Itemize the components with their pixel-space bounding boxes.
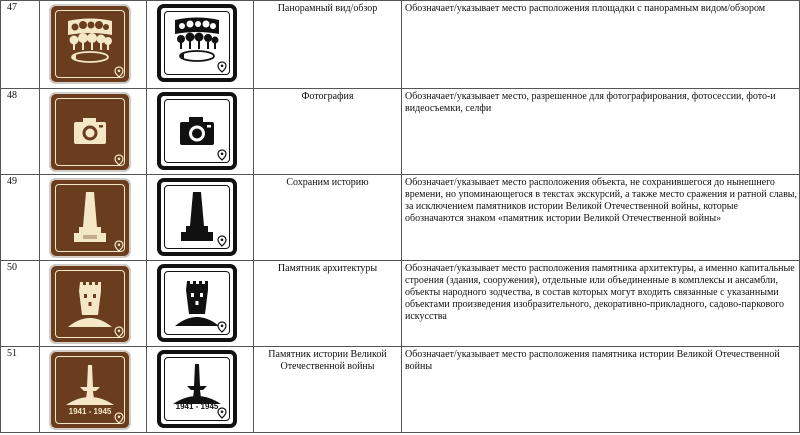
table-row [1,347,800,433]
tower-brown-sign [50,265,130,343]
sign-name: Фотография [254,89,402,175]
sign-description: Обозначает/указывает место, разрешенное для фотографирования, фотосессии, фото-и видеосъемки, селфи [402,89,800,175]
location-pin-icon [217,407,227,419]
table-row [1,1,800,89]
obelisk-brown-sign [50,179,130,257]
brown-sign-cell [40,175,147,261]
row-number: 47 [1,1,40,89]
bw-sign-cell [147,89,254,175]
panorama-brown-sign [50,5,130,83]
brown-sign-cell [40,1,147,89]
years-label: 1941 - 1945 [68,407,112,416]
sign-name: Панорамный вид/обзор [254,1,402,89]
war-memorial-brown-sign [50,351,130,429]
location-pin-icon [217,235,227,247]
sign-name: Памятник архитектуры [254,261,402,347]
camera-brown-sign [50,93,130,171]
sign-name: Сохраним историю [254,175,402,261]
row-number: 48 [1,89,40,175]
location-pin-icon [114,66,124,78]
location-pin-icon [114,154,124,166]
location-pin-icon [114,240,124,252]
camera-bw-sign [157,92,237,170]
location-pin-icon [217,321,227,333]
bw-sign-cell [147,175,254,261]
row-number: 51 [1,347,40,433]
bw-sign-cell [147,347,254,433]
bw-sign-cell [147,1,254,89]
tower-bw-sign [157,264,237,342]
brown-sign-cell [40,347,147,433]
war-memorial-bw-sign [157,350,237,428]
sign-description: Обозначает/указывает место расположения объекта, не сохранившегося до нынешнего времени, но упоминающегося в текстах экскурсий, а также место сражения и ратной славы, за исключением памятников истории Великой Отечественной войны, которые обозначаются знаком «памятник истории Великой Отечественной войны» [402,175,800,261]
brown-sign-cell [40,261,147,347]
location-pin-icon [114,412,124,424]
table-row [1,175,800,261]
location-pin-icon [114,326,124,338]
panorama-bw-sign [157,4,237,82]
location-pin-icon [217,149,227,161]
years-label: 1941 - 1945 [175,402,219,411]
location-pin-icon [217,61,227,73]
sign-description: Обозначает/указывает место расположения памятника архитектуры, а именно капитальные строения (здания, сооружения), отдельные или объединенные в комплексы и ансамбли, объекты народного зодчества, в состав которых могут входить связанные с указанными объектами произведения изобразительного, декоративно-прикладного, садово-паркового искусства [402,261,800,347]
row-number: 50 [1,261,40,347]
row-number: 49 [1,175,40,261]
brown-sign-cell [40,89,147,175]
sign-description: Обозначает/указывает место расположения памятника истории Великой Отечественной войны [402,347,800,433]
sign-name: Памятник истории Великой Отечественной войны [254,347,402,433]
bw-sign-cell [147,261,254,347]
table-row [1,261,800,347]
obelisk-bw-sign [157,178,237,256]
sign-description: Обозначает/указывает место расположения площадки с панорамным видом/обзором [402,1,800,89]
table-row [1,89,800,175]
